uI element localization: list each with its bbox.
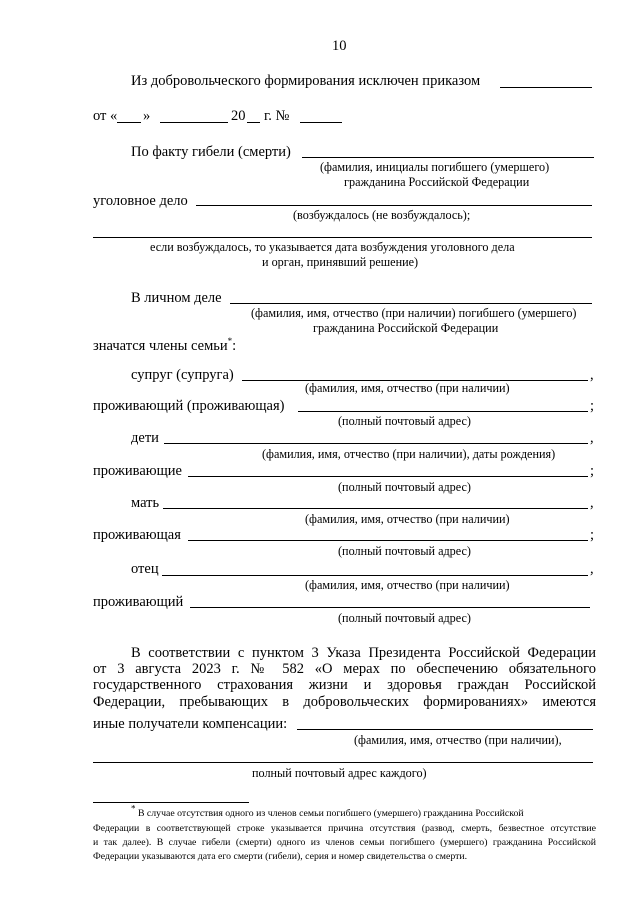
mother-address-field[interactable] xyxy=(188,540,588,541)
order-year-prefix: 20 xyxy=(231,108,246,124)
footnote-line-4: Федерации указываются дата его смерти (гибели), серия и номер свидетельства о смерти. xyxy=(93,851,468,862)
decree-line-2: от 3 августа 2023 г. № 582 «О мерах по обеспечению обязательного xyxy=(93,661,596,677)
father-caption: (фамилия, имя, отчество (при наличии) xyxy=(305,578,510,592)
deceased-caption-2: гражданина Российской Федерации xyxy=(344,175,530,189)
footnote-line-3: и так далее). В случае гибели (смерти) одного из членов семьи погибшего (умершего) гражданина Российской xyxy=(93,837,596,848)
spouse-caption: (фамилия, имя, отчество (при наличии) xyxy=(305,381,510,395)
criminal-case-details-field[interactable] xyxy=(93,237,592,238)
order-number-field[interactable] xyxy=(500,87,592,88)
other-recipients-field[interactable] xyxy=(297,729,593,730)
order-month-field[interactable] xyxy=(160,122,228,123)
other-recipients-address-field[interactable] xyxy=(93,762,593,763)
mother-label: мать xyxy=(131,495,160,511)
criminal-case-note-2: и орган, принявший решение) xyxy=(262,255,419,269)
criminal-case-caption: (возбуждалось (не возбуждалось); xyxy=(293,208,471,222)
criminal-case-field[interactable] xyxy=(196,205,592,206)
footnote-line-1: * В случае отсутствия одного из членов семьи погибшего (умершего) гражданина Российской xyxy=(131,803,524,819)
page-number: 10 xyxy=(332,38,347,54)
spouse-residence-label: проживающий (проживающая) xyxy=(93,398,285,414)
father-comma: , xyxy=(590,561,594,577)
personal-file-caption-1: (фамилия, имя, отчество (при наличии) погибшего (умершего) xyxy=(251,306,577,320)
father-label: отец xyxy=(131,561,159,577)
mother-residence-label: проживающая xyxy=(93,527,181,543)
other-recipients-caption-1: (фамилия, имя, отчество (при наличии), xyxy=(354,733,562,747)
mother-caption: (фамилия, имя, отчество (при наличии) xyxy=(305,512,510,526)
order-quote-close: » xyxy=(143,108,151,124)
decree-line-4: Федерации, пребывающих в добровольческих формированиях» имеются xyxy=(93,694,596,710)
mother-name-field[interactable] xyxy=(163,508,588,509)
other-recipients-caption-2: полный почтовый адрес каждого) xyxy=(252,766,427,780)
deceased-caption-1: (фамилия, инициалы погибшего (умершего) xyxy=(320,160,550,174)
mother-semicolon: ; xyxy=(590,527,595,543)
spouse-semicolon: ; xyxy=(590,398,595,414)
decree-line-3: государственного страхования жизни и здоровья граждан Российской xyxy=(93,677,596,693)
children-comma: , xyxy=(590,430,594,446)
decree-line-5: иные получатели компенсации: xyxy=(93,716,288,732)
children-caption: (фамилия, имя, отчество (при наличии), даты рождения) xyxy=(262,447,556,461)
spouse-address-field[interactable] xyxy=(298,411,588,412)
children-label: дети xyxy=(131,430,159,446)
spouse-label: супруг (супруга) xyxy=(131,367,234,383)
father-address-field[interactable] xyxy=(190,607,590,608)
decree-line-1: В соответствии с пунктом 3 Указа Президента Российской Федерации xyxy=(131,645,596,661)
children-address-caption: (полный почтовый адрес) xyxy=(338,480,471,494)
criminal-case-label: уголовное дело xyxy=(93,193,188,209)
personal-file-name-field[interactable] xyxy=(230,303,592,304)
mother-address-caption: (полный почтовый адрес) xyxy=(338,544,471,558)
spouse-comma: , xyxy=(590,367,594,383)
footnote-mark: * xyxy=(131,803,136,814)
father-address-caption: (полный почтовый адрес) xyxy=(338,611,471,625)
personal-file-caption-2: гражданина Российской Федерации xyxy=(313,321,499,335)
footnote-separator xyxy=(93,802,249,803)
order-no-field[interactable] xyxy=(300,122,342,123)
spouse-address-caption: (полный почтовый адрес) xyxy=(338,414,471,428)
children-name-field[interactable] xyxy=(164,443,588,444)
family-members-label: значатся члены семьи*: xyxy=(93,336,237,354)
children-address-field[interactable] xyxy=(188,476,588,477)
order-day-field[interactable] xyxy=(117,122,141,123)
father-residence-label: проживающий xyxy=(93,594,184,610)
footnote-ref-mark: * xyxy=(227,336,233,347)
personal-file-label: В личном деле xyxy=(131,290,222,306)
footnote-line-2: Федерации в соответствующей строке указывается причина отсутствия (развод, смерть, безвестное отсутствие xyxy=(93,823,596,834)
order-year-field[interactable] xyxy=(247,122,260,123)
order-number-label: г. № xyxy=(264,108,290,124)
father-name-field[interactable] xyxy=(162,575,588,576)
excluded-label: Из добровольческого формирования исключен приказом xyxy=(131,73,481,89)
order-from-label: от « xyxy=(93,108,118,124)
death-label: По факту гибели (смерти) xyxy=(131,144,291,160)
deceased-name-field[interactable] xyxy=(302,157,594,158)
children-residence-label: проживающие xyxy=(93,463,182,479)
criminal-case-note-1: если возбуждалось, то указывается дата возбуждения уголовного дела xyxy=(150,240,515,254)
children-semicolon: ; xyxy=(590,463,595,479)
mother-comma: , xyxy=(590,495,594,511)
